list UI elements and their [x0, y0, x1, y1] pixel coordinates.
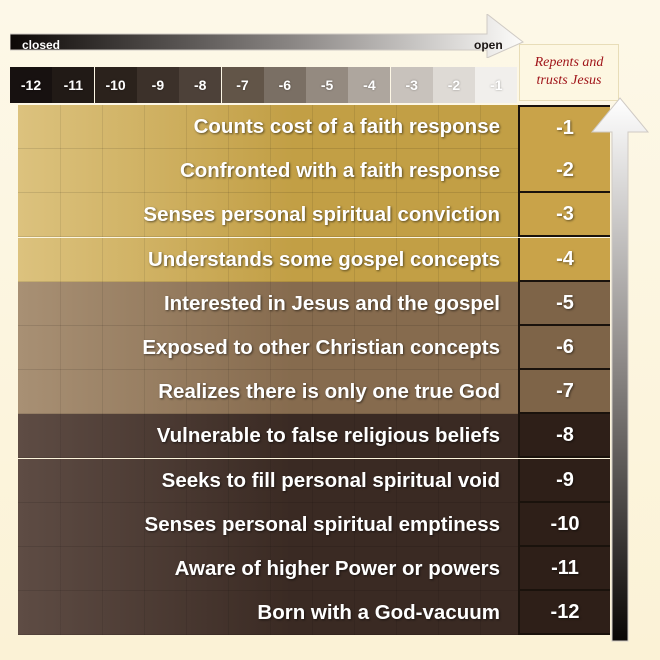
stage-number: -8	[518, 414, 610, 458]
stage-row	[18, 149, 518, 193]
stage-number: -10	[518, 503, 610, 547]
grid-line	[102, 591, 103, 635]
stage-row	[18, 503, 518, 547]
grid-line	[102, 105, 103, 149]
stage-label: Confronted with a faith response	[179, 159, 500, 183]
grid-line	[102, 282, 103, 326]
stage-row	[18, 282, 518, 326]
grid-line	[102, 326, 103, 370]
closed-to-open-arrow	[10, 14, 525, 58]
column-header-cell: -6	[264, 67, 306, 103]
grid-line	[102, 149, 103, 193]
grid-line	[186, 591, 187, 635]
grid-line	[102, 238, 103, 282]
grid-line	[144, 105, 145, 149]
grid-line	[60, 193, 61, 237]
stage-row	[18, 326, 518, 370]
column-header-cell: -12	[10, 67, 52, 103]
grid-line	[60, 414, 61, 458]
stage-row	[18, 370, 518, 414]
stage-number: -12	[518, 591, 610, 635]
stage-label: Counts cost of a faith response	[193, 115, 500, 138]
grid-line	[228, 591, 229, 635]
stage-label: Senses personal spiritual conviction	[143, 203, 500, 227]
column-header-cell: -5	[306, 67, 348, 103]
stage-number: -11	[518, 547, 610, 591]
closed-label: closed	[22, 38, 61, 52]
stage-grid	[18, 105, 518, 635]
grid-line	[102, 414, 103, 458]
grid-line	[60, 149, 61, 193]
stage-label: Aware of higher Power or powers	[174, 557, 500, 580]
column-header-cell: -8	[179, 67, 221, 103]
column-header-cell: -7	[222, 67, 264, 103]
grid-line	[186, 105, 187, 149]
stage-row	[18, 193, 518, 237]
column-number-header	[10, 67, 518, 103]
stage-number: -2	[518, 149, 610, 193]
grid-line	[60, 282, 61, 326]
grid-line	[144, 149, 145, 193]
grid-line	[144, 370, 145, 414]
stage-label: Born with a God-vacuum	[257, 601, 500, 625]
stage-label: Vulnerable to false religious beliefs	[156, 424, 500, 448]
grid-line	[144, 238, 145, 282]
stage-label: Realizes there is only one true God	[158, 380, 500, 404]
grid-line	[102, 370, 103, 414]
column-header-cell: -1	[475, 67, 517, 103]
stage-row	[18, 459, 518, 503]
stage-number: -9	[518, 459, 610, 503]
repents-line-2: trusts Jesus	[536, 73, 602, 88]
stage-label: Understands some gospel concepts	[147, 247, 500, 271]
repents-line-1: Repents and	[534, 55, 604, 70]
column-header-cell: -11	[52, 67, 94, 103]
stage-number: -5	[518, 282, 610, 326]
grid-line	[60, 503, 61, 547]
grid-line	[144, 414, 145, 458]
grid-line	[60, 326, 61, 370]
grid-line	[60, 238, 61, 282]
column-header-cell: -2	[433, 67, 475, 103]
grid-line	[144, 547, 145, 591]
grid-line	[102, 459, 103, 503]
open-label: open	[474, 38, 503, 52]
stage-row	[18, 238, 518, 282]
stage-row	[18, 414, 518, 458]
grid-line	[60, 370, 61, 414]
stage-label: Senses personal spiritual emptiness	[144, 512, 500, 536]
column-header-cell: -9	[137, 67, 179, 103]
grid-line	[60, 105, 61, 149]
stage-number: -3	[518, 193, 610, 237]
stage-number: -1	[518, 105, 610, 151]
stage-number: -4	[518, 238, 610, 282]
grid-line	[102, 503, 103, 547]
grid-line	[144, 591, 145, 635]
stage-label: Interested in Jesus and the gospel	[163, 291, 500, 315]
stage-label: Exposed to other Christian concepts	[142, 336, 500, 359]
grid-line	[60, 459, 61, 503]
grid-line	[60, 547, 61, 591]
grid-line	[102, 547, 103, 591]
column-header-cell: -3	[391, 67, 433, 103]
grid-line	[60, 591, 61, 635]
stage-row	[18, 591, 518, 635]
grid-line	[144, 459, 145, 503]
column-header-cell: -10	[95, 67, 137, 103]
stage-row	[18, 547, 518, 591]
stage-label: Seeks to fill personal spiritual void	[161, 468, 500, 492]
column-header-cell: -4	[348, 67, 390, 103]
stage-number: -7	[518, 370, 610, 414]
stage-number: -6	[518, 326, 610, 370]
stage-row	[18, 105, 518, 149]
repents-and-trusts-jesus-box	[519, 44, 619, 101]
grid-line	[144, 282, 145, 326]
grid-line	[102, 193, 103, 237]
upward-progress-arrow	[590, 96, 650, 644]
